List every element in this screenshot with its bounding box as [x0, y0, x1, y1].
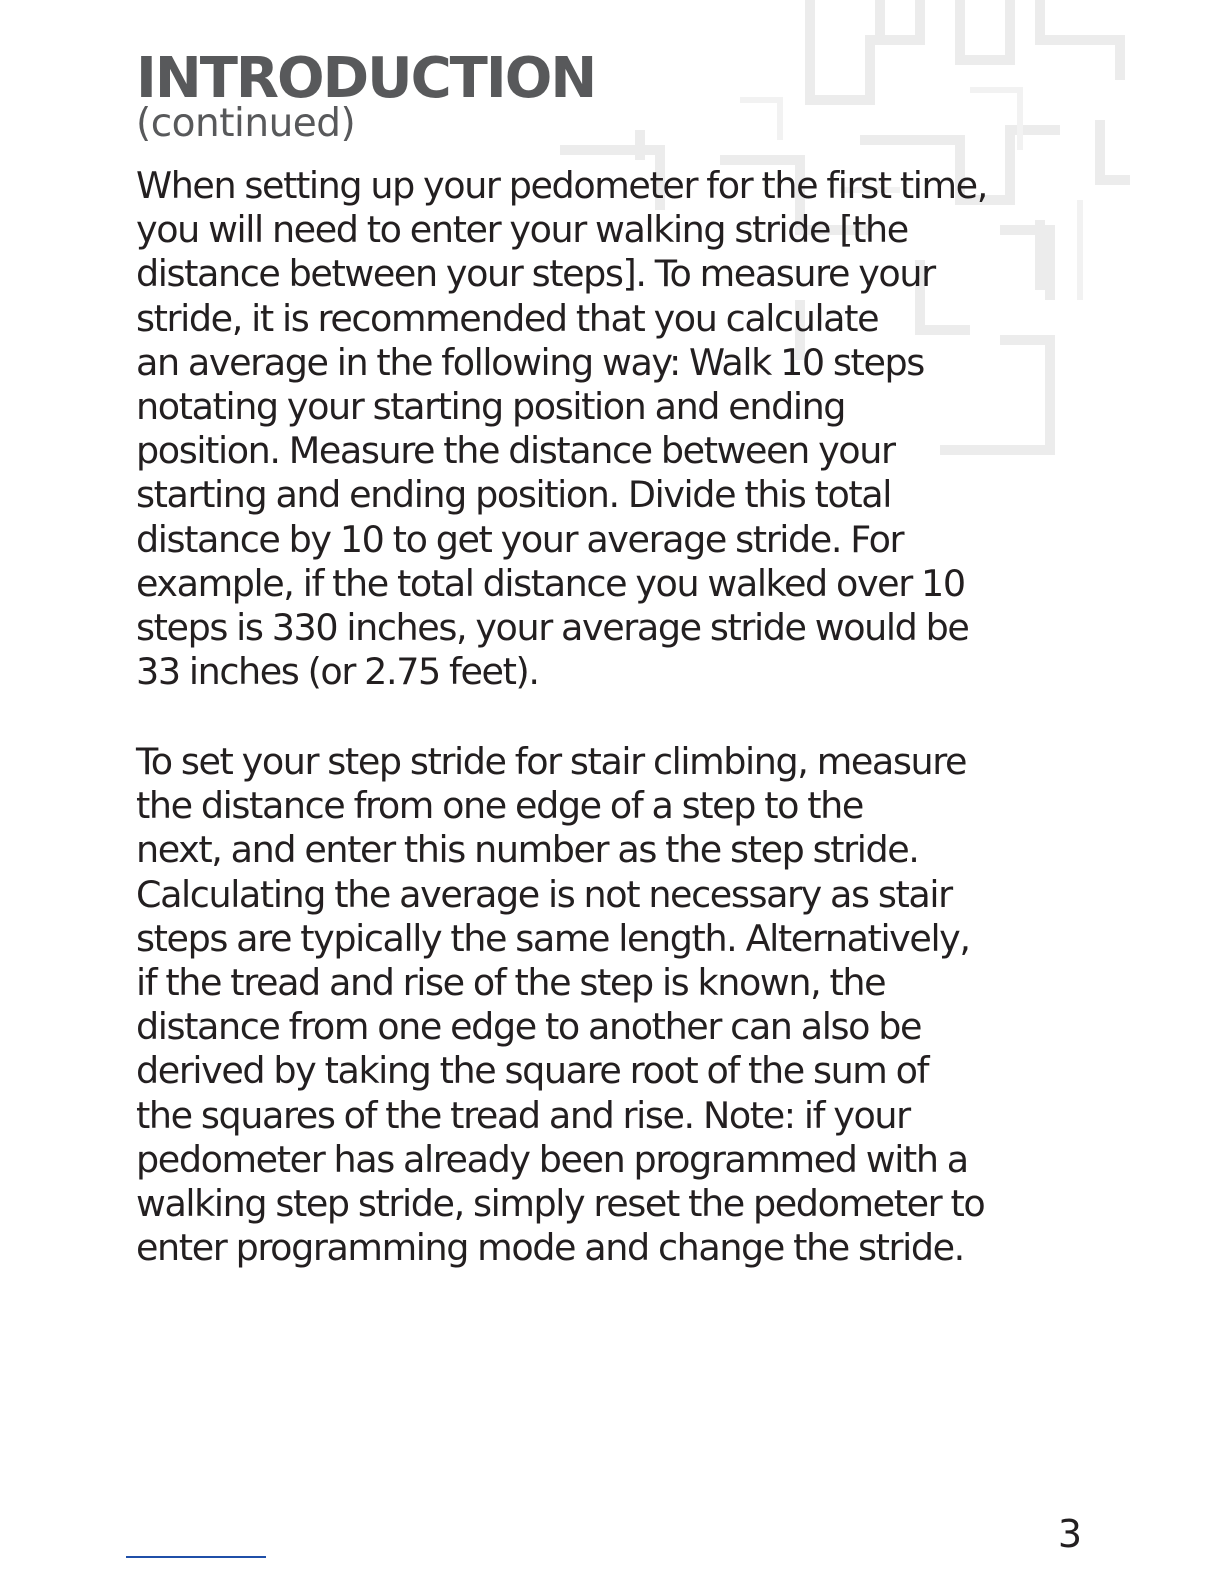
text-line: stride, it is recommended that you calculate — [136, 296, 879, 340]
text-line: Calculating the average is not necessary as stair — [136, 872, 952, 916]
text-line: When setting up your pedometer for the first time, — [136, 164, 987, 207]
text-line: distance by 10 to get your average stride. For — [136, 517, 904, 561]
paragraph-walking-stride — [136, 164, 987, 694]
text-line: distance between your steps]. To measure your — [136, 252, 935, 296]
page-number: 3 — [1057, 1512, 1082, 1556]
text-line: steps is 330 inches, your average stride would be — [136, 606, 969, 650]
text-line: pedometer has already been programmed with a — [136, 1137, 968, 1181]
page-title: INTRODUCTION — [136, 46, 596, 111]
text-line: 33 inches (or 2.75 feet). — [136, 650, 539, 694]
text-line: walking step stride, simply reset the pedometer to — [136, 1182, 985, 1226]
text-line: enter programming mode and change the stride. — [136, 1226, 964, 1270]
text-line: derived by taking the square root of the sum of — [136, 1049, 929, 1093]
text-line: distance from one edge to another can also be — [136, 1005, 922, 1049]
text-line: example, if the total distance you walked over 10 — [136, 561, 965, 605]
text-line: notating your starting position and ending — [136, 385, 846, 429]
text-line: you will need to enter your walking stride [the — [136, 208, 908, 252]
page-subtitle: (continued) — [136, 101, 356, 146]
text-line: if the tread and rise of the step is known, the — [136, 961, 886, 1005]
footer-rule — [126, 1556, 266, 1558]
text-line: the squares of the tread and rise. Note: if your — [136, 1093, 910, 1137]
text-line: the distance from one edge of a step to the — [136, 784, 863, 828]
text-line: position. Measure the distance between your — [136, 429, 895, 473]
text-line: an average in the following way: Walk 10 steps — [136, 340, 924, 384]
paragraph-stair-stride — [136, 740, 984, 1270]
text-line: starting and ending position. Divide this total — [136, 473, 891, 517]
text-line: next, and enter this number as the step stride. — [136, 828, 919, 872]
text-line: To set your step stride for stair climbing, measure — [136, 740, 967, 783]
text-line: steps are typically the same length. Alternatively, — [136, 916, 970, 960]
